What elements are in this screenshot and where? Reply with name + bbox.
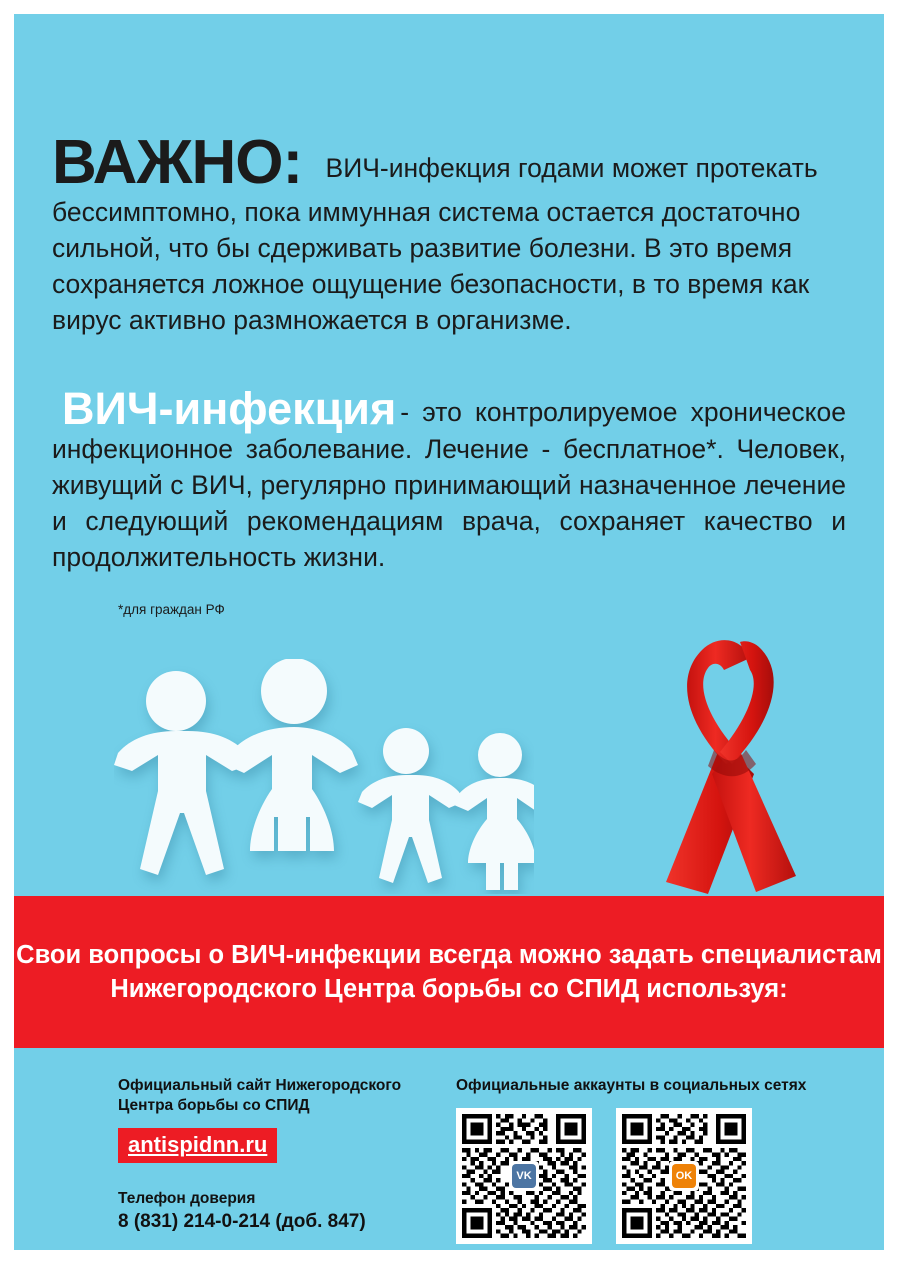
questions-band <box>14 896 884 1048</box>
poster-sheet <box>14 14 884 1250</box>
qr-code-ok[interactable] <box>616 1108 752 1244</box>
footer-social <box>456 1076 856 1244</box>
questions-band-text: Свои вопросы о ВИЧ-инфекции всегда можно задать специалистам Нижегородского Центра борьбы со СПИД используя: <box>16 941 882 1003</box>
social-accounts-heading: Официальные аккаунты в социальных сетях <box>456 1077 807 1094</box>
ok-icon: OK <box>672 1164 696 1188</box>
red-ribbon-svg <box>614 624 844 894</box>
important-block <box>14 128 884 338</box>
hiv-footnote: *для граждан РФ <box>118 602 225 617</box>
paper-people-svg <box>114 659 534 894</box>
qr-vk-badge <box>509 1161 539 1191</box>
hotline-heading: Телефон доверия <box>118 1190 256 1207</box>
important-body-text: ВИЧ-инфекция годами может протекать бессимптомно, пока иммунная система остается достаточно сильной, что бы сдерживать развитие болезни. В это время сохраняется ложное ощущение безопасности, в то время как вирус активно размножается в организме. <box>52 153 818 335</box>
red-ribbon-icon <box>614 624 844 894</box>
hotline-number: 8 (831) 214-0-214 (доб. 847) <box>118 1211 366 1232</box>
hiv-title: ВИЧ-инфекция <box>62 383 397 434</box>
footer-contacts <box>118 1076 448 1235</box>
footer <box>14 1048 884 1250</box>
illustration-area <box>14 614 884 894</box>
qr-ok-badge <box>669 1161 699 1191</box>
official-site-link[interactable]: antispidnn.ru <box>118 1128 277 1163</box>
paper-people-icon <box>114 659 534 894</box>
qr-code-vk[interactable] <box>456 1108 592 1244</box>
hiv-paragraph <box>52 383 846 575</box>
qr-code-row <box>456 1108 856 1244</box>
vk-icon: VK <box>512 1164 536 1188</box>
important-paragraph <box>52 128 846 338</box>
hiv-body-text: - это контролируемое хроническое инфекционное заболевание. Лечение - бесплатное*. Человек, живущий с ВИЧ, регулярно принимающий назначенное лечение и следующий рекомендациям врача, сохраняет качество и продолжительность жизни. <box>52 397 846 572</box>
important-lead-word: ВАЖНО: <box>52 128 303 197</box>
hiv-block <box>14 383 884 575</box>
official-site-heading: Официальный сайт Нижегородского Центра борьбы со СПИД <box>118 1077 402 1114</box>
